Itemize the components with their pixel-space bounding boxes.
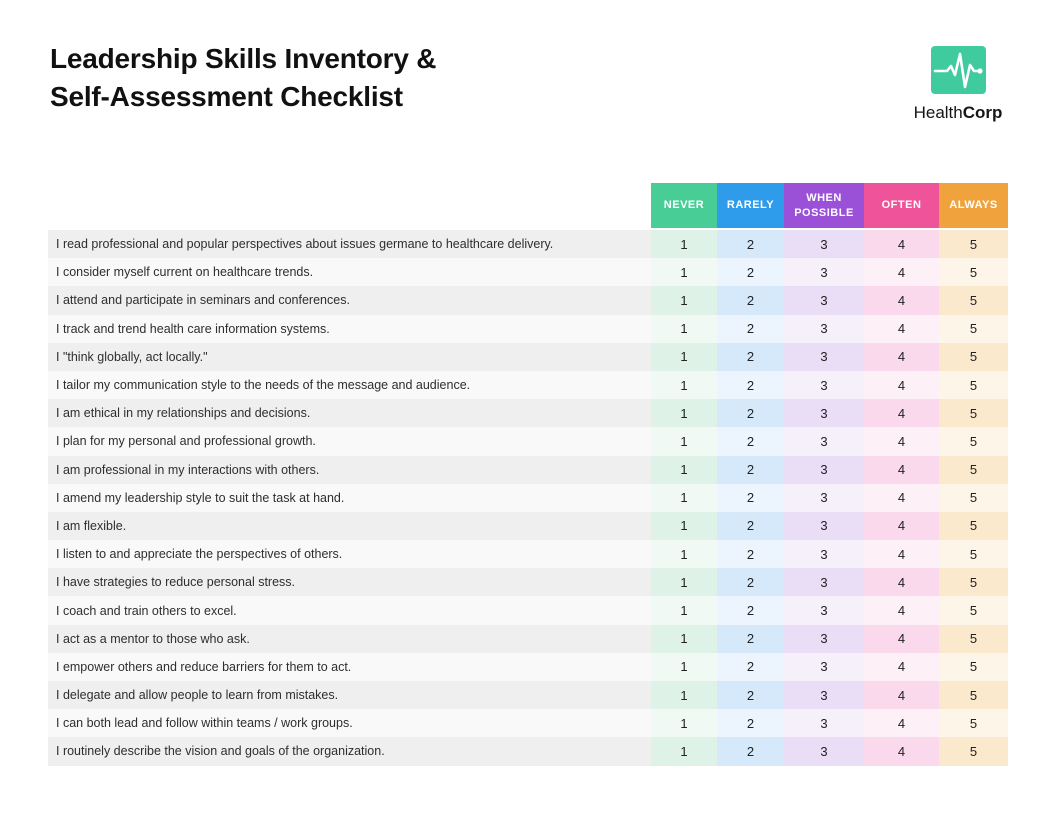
statement-cell: I coach and train others to excel.	[48, 596, 651, 624]
rating-cell-3[interactable]: 3	[784, 512, 864, 540]
rating-cell-3[interactable]: 3	[784, 399, 864, 427]
rating-cell-3[interactable]: 3	[784, 484, 864, 512]
table-row	[48, 315, 1008, 343]
table-row	[48, 681, 1008, 709]
column-header-when-possible: WHEN POSSIBLE	[784, 183, 864, 228]
rating-cell-2[interactable]: 2	[717, 484, 784, 512]
page-title-line1: Leadership Skills Inventory &	[50, 43, 437, 74]
rating-cell-4[interactable]: 4	[864, 230, 939, 258]
rating-cell-3[interactable]: 3	[784, 286, 864, 314]
rating-cell-1[interactable]: 1	[651, 512, 717, 540]
rating-cell-2[interactable]: 2	[717, 625, 784, 653]
table-row	[48, 484, 1008, 512]
rating-cell-1[interactable]: 1	[651, 258, 717, 286]
rating-cell-4[interactable]: 4	[864, 399, 939, 427]
rating-cell-3[interactable]: 3	[784, 596, 864, 624]
column-header-rarely: RARELY	[717, 183, 784, 228]
statement-cell: I delegate and allow people to learn from mistakes.	[48, 681, 651, 709]
rating-cell-2[interactable]: 2	[717, 737, 784, 765]
rating-cell-1[interactable]: 1	[651, 568, 717, 596]
rating-cell-5[interactable]: 5	[939, 512, 1008, 540]
rating-cell-5[interactable]: 5	[939, 484, 1008, 512]
brand-name	[914, 103, 1003, 123]
statement-cell: I amend my leadership style to suit the task at hand.	[48, 484, 651, 512]
statement-cell: I am ethical in my relationships and decisions.	[48, 399, 651, 427]
rating-cell-1[interactable]: 1	[651, 230, 717, 258]
rating-cell-2[interactable]: 2	[717, 709, 784, 737]
statement-cell: I routinely describe the vision and goals of the organization.	[48, 737, 651, 765]
rating-cell-2[interactable]: 2	[717, 427, 784, 455]
rating-cell-3[interactable]: 3	[784, 625, 864, 653]
rating-cell-4[interactable]: 4	[864, 456, 939, 484]
rating-cell-2[interactable]: 2	[717, 512, 784, 540]
rating-cell-3[interactable]: 3	[784, 427, 864, 455]
statement-cell: I read professional and popular perspectives about issues germane to healthcare delivery.	[48, 230, 651, 258]
rating-cell-1[interactable]: 1	[651, 709, 717, 737]
statement-cell: I empower others and reduce barriers for them to act.	[48, 653, 651, 681]
rating-cell-1[interactable]: 1	[651, 737, 717, 765]
rating-cell-4[interactable]: 4	[864, 737, 939, 765]
rating-cell-2[interactable]: 2	[717, 596, 784, 624]
table-row	[48, 737, 1008, 765]
rating-cell-5[interactable]: 5	[939, 315, 1008, 343]
rating-cell-4[interactable]: 4	[864, 540, 939, 568]
table-row	[48, 512, 1008, 540]
rating-cell-4[interactable]: 4	[864, 371, 939, 399]
rating-cell-1[interactable]: 1	[651, 286, 717, 314]
rating-cell-1[interactable]: 1	[651, 484, 717, 512]
rating-cell-1[interactable]: 1	[651, 371, 717, 399]
table-row	[48, 230, 1008, 258]
table-row	[48, 568, 1008, 596]
statement-cell: I am flexible.	[48, 512, 651, 540]
rating-cell-4[interactable]: 4	[864, 315, 939, 343]
rating-cell-5[interactable]: 5	[939, 653, 1008, 681]
rating-cell-1[interactable]: 1	[651, 315, 717, 343]
table-row	[48, 286, 1008, 314]
rating-cell-4[interactable]: 4	[864, 484, 939, 512]
rating-cell-5[interactable]: 5	[939, 427, 1008, 455]
brand-logo	[902, 46, 1014, 123]
table-row	[48, 399, 1008, 427]
rating-cell-1[interactable]: 1	[651, 343, 717, 371]
rating-cell-5[interactable]: 5	[939, 399, 1008, 427]
rating-cell-4[interactable]: 4	[864, 512, 939, 540]
statement-cell: I listen to and appreciate the perspectives of others.	[48, 540, 651, 568]
table-row	[48, 427, 1008, 455]
table-row	[48, 343, 1008, 371]
rating-cell-2[interactable]: 2	[717, 653, 784, 681]
rating-cell-3[interactable]: 3	[784, 343, 864, 371]
rating-cell-1[interactable]: 1	[651, 540, 717, 568]
rating-cell-2[interactable]: 2	[717, 258, 784, 286]
rating-cell-4[interactable]: 4	[864, 568, 939, 596]
rating-cell-4[interactable]: 4	[864, 625, 939, 653]
column-header-always: ALWAYS	[939, 183, 1008, 228]
table-row	[48, 653, 1008, 681]
rating-cell-5[interactable]: 5	[939, 681, 1008, 709]
rating-cell-2[interactable]: 2	[717, 399, 784, 427]
rating-cell-1[interactable]: 1	[651, 427, 717, 455]
rating-cell-1[interactable]: 1	[651, 456, 717, 484]
rating-cell-2[interactable]: 2	[717, 540, 784, 568]
rating-cell-1[interactable]: 1	[651, 653, 717, 681]
column-header-often: OFTEN	[864, 183, 939, 228]
table-row	[48, 456, 1008, 484]
rating-cell-5[interactable]: 5	[939, 625, 1008, 653]
rating-cell-2[interactable]: 2	[717, 568, 784, 596]
statement-cell: I tailor my communication style to the needs of the message and audience.	[48, 371, 651, 399]
page-title	[50, 40, 436, 116]
rating-cell-2[interactable]: 2	[717, 230, 784, 258]
brand-name-regular: Health	[913, 103, 963, 122]
rating-cell-3[interactable]: 3	[784, 568, 864, 596]
statement-cell: I am professional in my interactions with others.	[48, 456, 651, 484]
rating-cell-1[interactable]: 1	[651, 596, 717, 624]
rating-cell-3[interactable]: 3	[784, 737, 864, 765]
rating-cell-3[interactable]: 3	[784, 230, 864, 258]
rating-cell-5[interactable]: 5	[939, 737, 1008, 765]
rating-cell-2[interactable]: 2	[717, 681, 784, 709]
statement-cell: I can both lead and follow within teams / work groups.	[48, 709, 651, 737]
rating-cell-1[interactable]: 1	[651, 399, 717, 427]
table-row	[48, 709, 1008, 737]
rating-cell-4[interactable]: 4	[864, 427, 939, 455]
rating-cell-2[interactable]: 2	[717, 315, 784, 343]
table-row	[48, 596, 1008, 624]
statement-cell: I attend and participate in seminars and conferences.	[48, 286, 651, 314]
rating-cell-3[interactable]: 3	[784, 456, 864, 484]
statement-cell: I consider myself current on healthcare trends.	[48, 258, 651, 286]
rating-cell-4[interactable]: 4	[864, 709, 939, 737]
rating-cell-5[interactable]: 5	[939, 286, 1008, 314]
rating-cell-2[interactable]: 2	[717, 456, 784, 484]
rating-cell-3[interactable]: 3	[784, 540, 864, 568]
column-header-never: NEVER	[651, 183, 717, 228]
statement-cell: I have strategies to reduce personal stress.	[48, 568, 651, 596]
rating-cell-5[interactable]: 5	[939, 343, 1008, 371]
rating-cell-2[interactable]: 2	[717, 371, 784, 399]
statement-cell: I "think globally, act locally."	[48, 343, 651, 371]
page-title-line2: Self-Assessment Checklist	[50, 81, 403, 112]
rating-cell-5[interactable]: 5	[939, 596, 1008, 624]
rating-cell-5[interactable]: 5	[939, 371, 1008, 399]
rating-cell-3[interactable]: 3	[784, 681, 864, 709]
table-row	[48, 371, 1008, 399]
table-row	[48, 258, 1008, 286]
rating-cell-2[interactable]: 2	[717, 286, 784, 314]
rating-cell-5[interactable]: 5	[939, 568, 1008, 596]
rating-cell-4[interactable]: 4	[864, 258, 939, 286]
rating-cell-1[interactable]: 1	[651, 681, 717, 709]
rating-cell-3[interactable]: 3	[784, 371, 864, 399]
rating-cell-3[interactable]: 3	[784, 258, 864, 286]
statement-cell: I track and trend health care information systems.	[48, 315, 651, 343]
rating-cell-5[interactable]: 5	[939, 230, 1008, 258]
table-header-row	[48, 183, 1008, 228]
brand-name-bold: Corp	[962, 103, 1003, 122]
assessment-table	[48, 183, 1008, 766]
rating-cell-5[interactable]: 5	[939, 456, 1008, 484]
rating-cell-3[interactable]: 3	[784, 709, 864, 737]
statement-cell: I act as a mentor to those who ask.	[48, 625, 651, 653]
rating-cell-5[interactable]: 5	[939, 540, 1008, 568]
rating-cell-4[interactable]: 4	[864, 653, 939, 681]
statement-cell: I plan for my personal and professional growth.	[48, 427, 651, 455]
header-spacer	[48, 183, 651, 228]
rating-cell-3[interactable]: 3	[784, 653, 864, 681]
rating-cell-4[interactable]: 4	[864, 343, 939, 371]
table-row	[48, 540, 1008, 568]
rating-cell-5[interactable]: 5	[939, 709, 1008, 737]
rating-cell-4[interactable]: 4	[864, 286, 939, 314]
rating-cell-5[interactable]: 5	[939, 258, 1008, 286]
rating-cell-3[interactable]: 3	[784, 315, 864, 343]
rating-cell-4[interactable]: 4	[864, 681, 939, 709]
table-row	[48, 625, 1008, 653]
rating-cell-2[interactable]: 2	[717, 343, 784, 371]
rating-cell-4[interactable]: 4	[864, 596, 939, 624]
rating-cell-1[interactable]: 1	[651, 625, 717, 653]
heartbeat-pulse-icon	[931, 46, 986, 94]
